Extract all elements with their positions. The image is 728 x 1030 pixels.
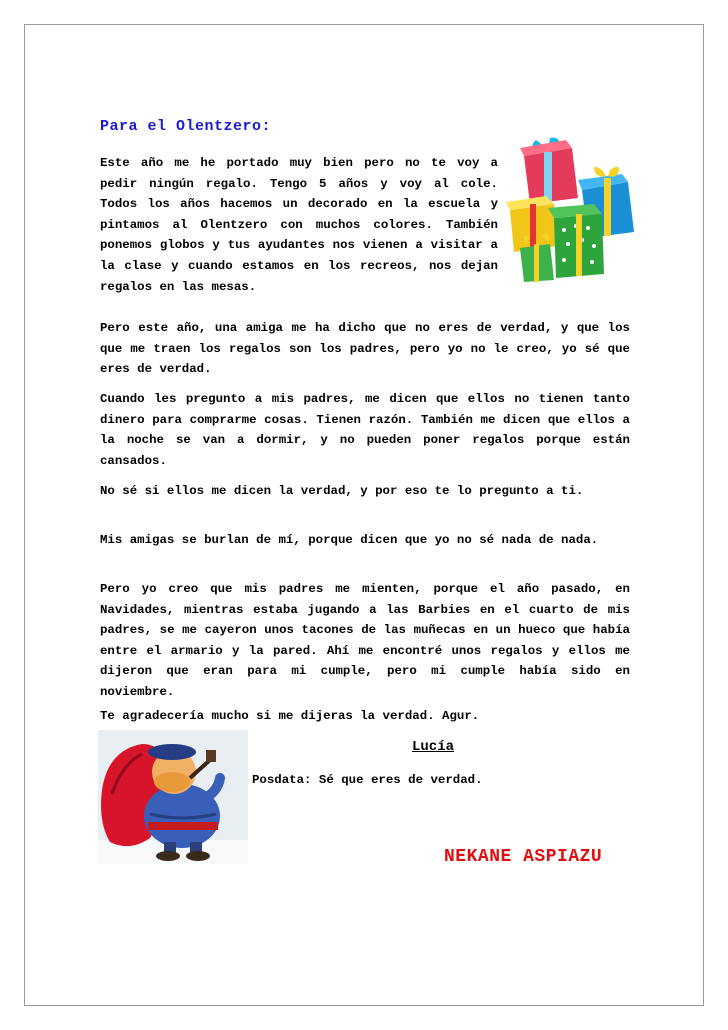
paragraph-6: Pero yo creo que mis padres me mienten, porque el año pasado, en Navidades, mientras estaba jugando a las Barbies en el cuarto de mis padres, se me cayeron unos tacones de las muñecas en un hueco que había entre el armario y la pared. Ahí me encontré unos regalos y ellos me dijeron que eran para mi cumple, pero mi cumple había sido en noviembre.: [100, 582, 630, 699]
signature-lucia: Lucía: [412, 739, 455, 755]
paragraph-7: Te agradecería mucho si me dijeras la verdad. Agur.: [100, 709, 480, 723]
olentzero-figure-icon: [98, 730, 248, 864]
paragraph-5: Mis amigas se burlan de mí, porque dicen que yo no sé nada de nada.: [100, 533, 599, 547]
paragraph-3: Cuando les pregunto a mis padres, me dicen que ellos no tienen tanto dinero para comprarme cosas. Tienen razón. También me dicen que ellos a la noche se van a dormir, y no pueden poner regalos porque están cansados.: [100, 392, 630, 468]
author-name: NEKANE ASPIAZU: [444, 847, 603, 867]
paragraph-2: Pero este año, una amiga me ha dicho que no eres de verdad, y que los que me traen los regalos son los padres, pero yo no le creo, yo sé que eres de verdad.: [100, 321, 630, 377]
gift-boxes-icon: [506, 134, 638, 282]
postscript: Posdata: Sé que eres de verdad.: [252, 773, 483, 787]
paragraph-4: No sé si ellos me dicen la verdad, y por eso te lo pregunto a ti.: [100, 484, 584, 498]
paragraph-1: Este año me he portado muy bien pero no te voy a pedir ningún regalo. Tengo 5 años y voy al cole. Todos los años hacemos un decorado en la escuela y pintamos al Olentzero con muchos colores. También ponemos globos y tus ayudantes nos vienen a visitar a la clase y cuando estamos en los recreos, nos dejan regalos en las mesas.: [100, 156, 498, 294]
letter-greeting: Para el Olentzero:: [100, 118, 272, 135]
